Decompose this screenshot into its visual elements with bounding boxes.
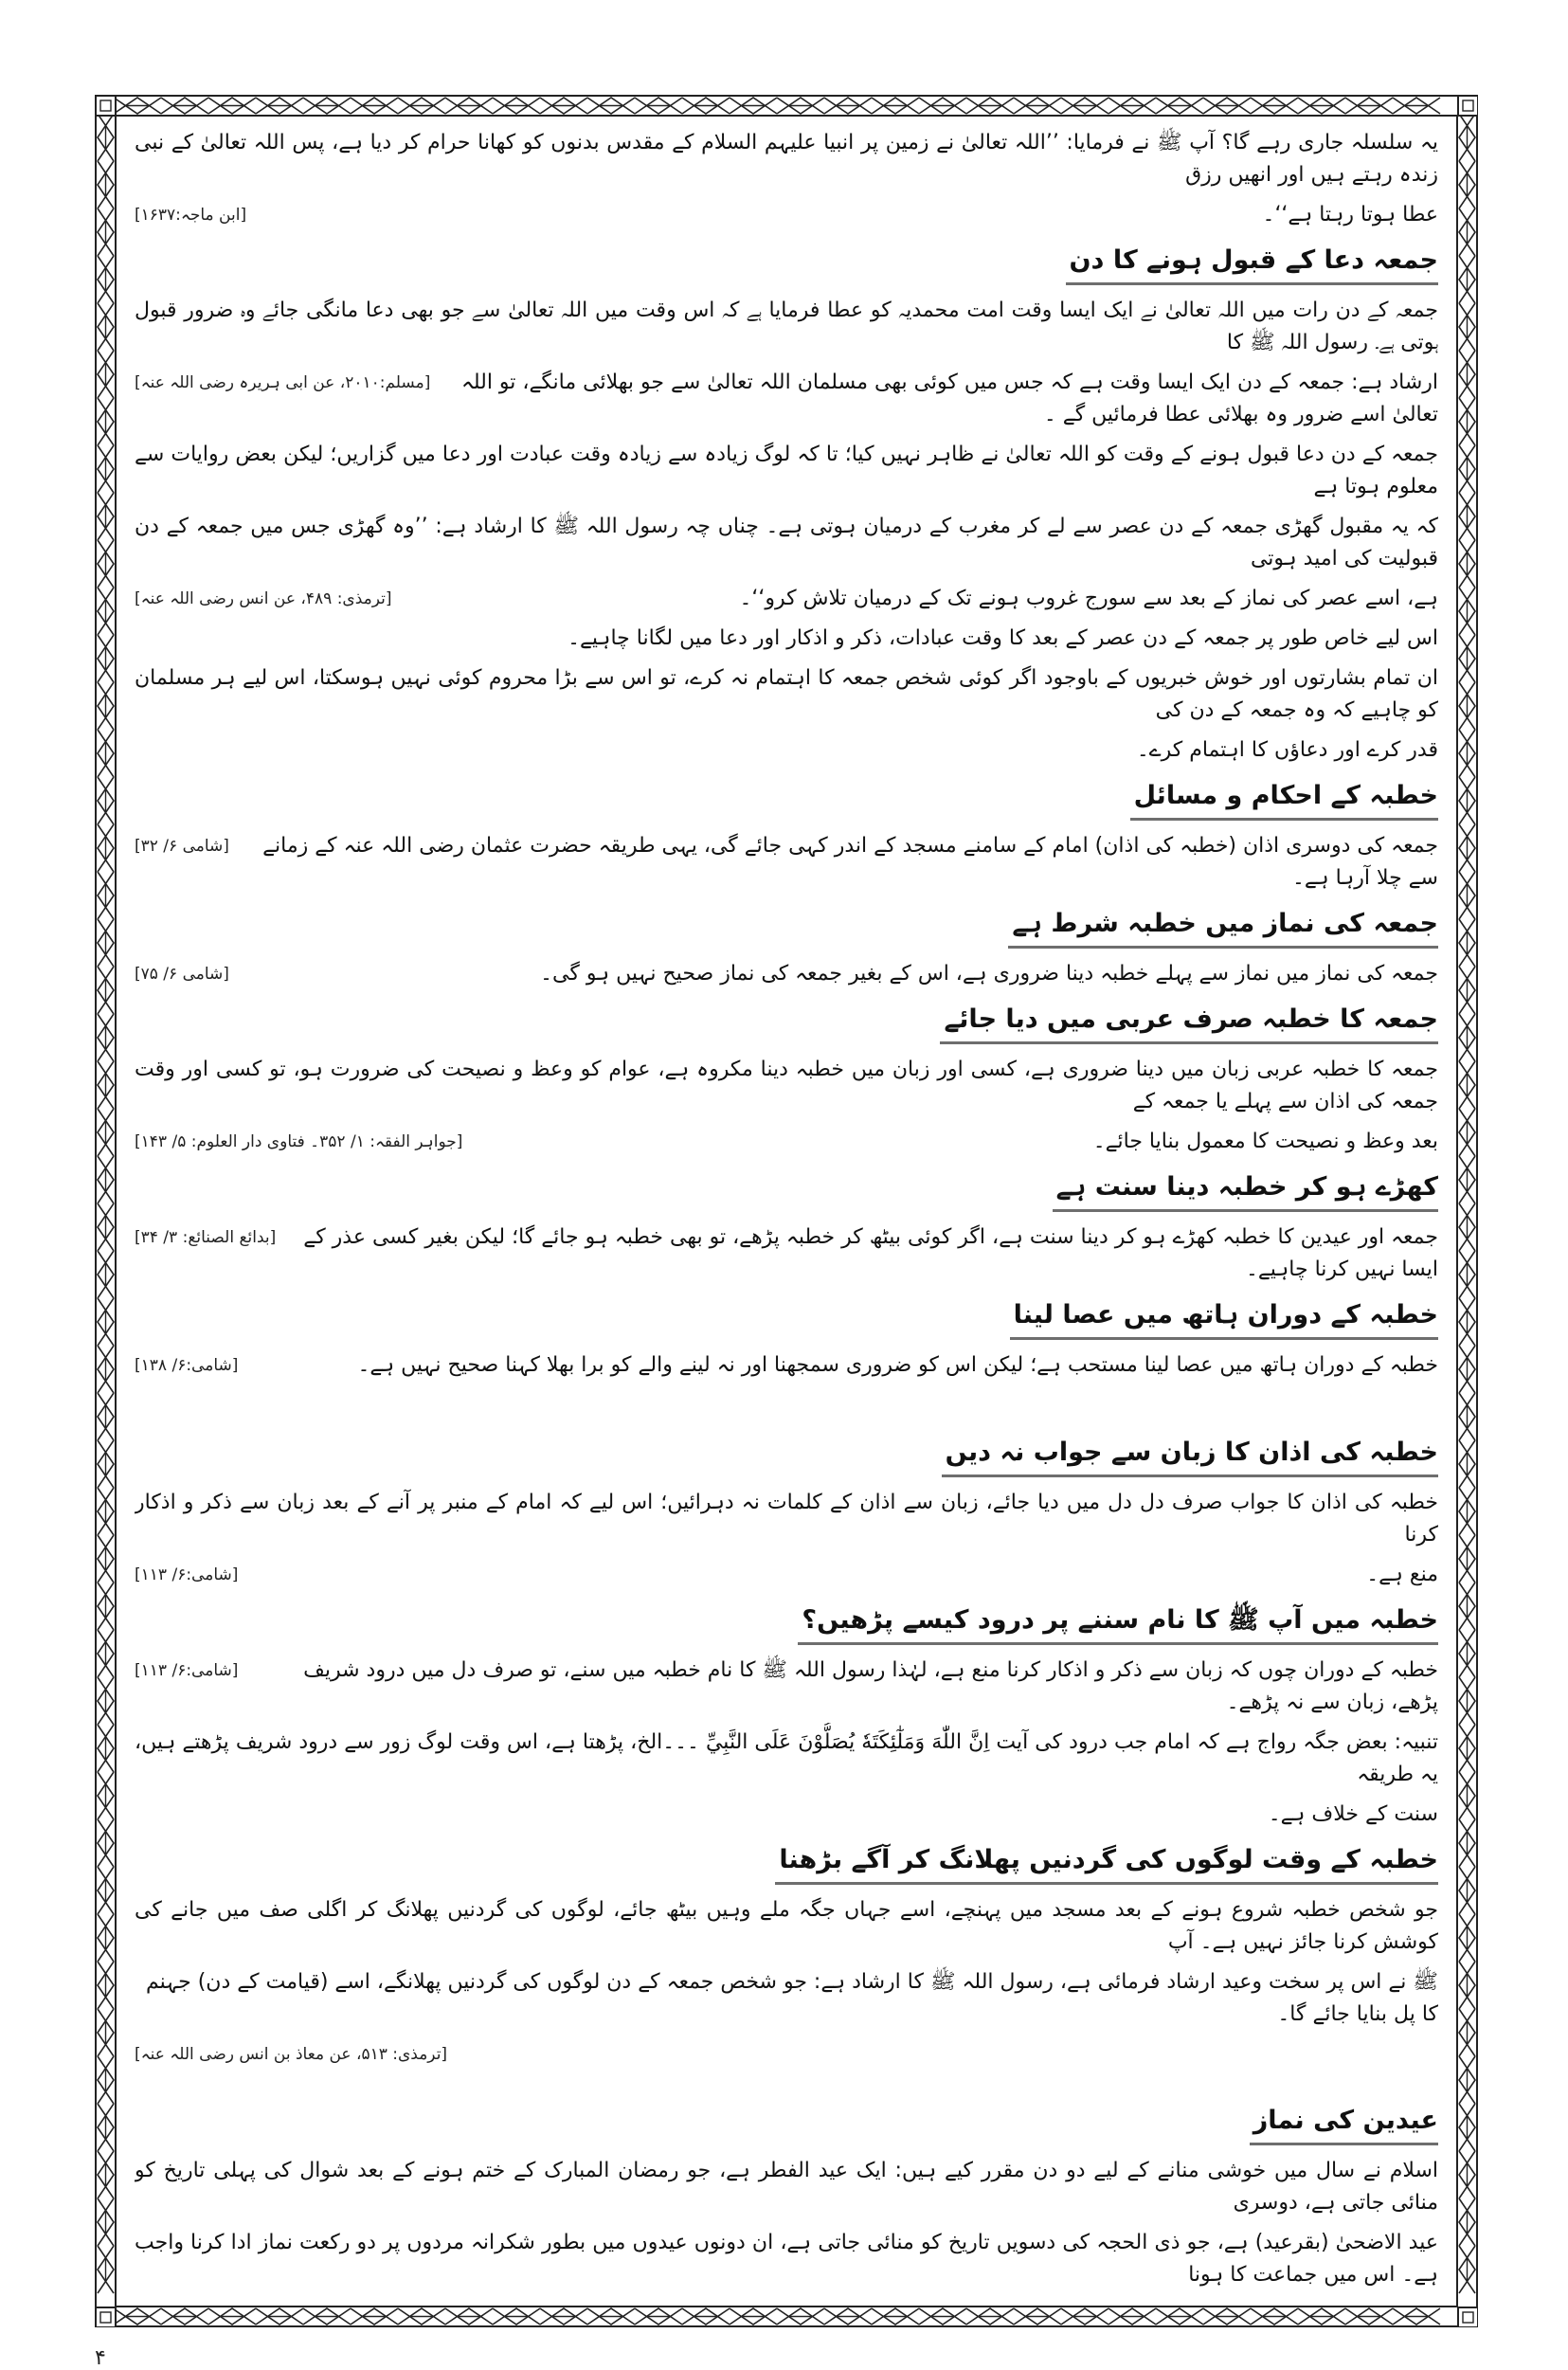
spacer xyxy=(135,1385,1438,1427)
line-text: تنبیہ: بعض جگہ رواج ہے کہ امام جب درود کی آیت اِنَّ اللّٰهَ وَمَلٰٓئِكَتَهٗ يُصَلُّوْنَ عَلَى النَّبِيِّ ۔۔۔الخ، پڑھتا ہے، اس وقت لوگ زور سے درود شریف پڑھتے ہیں، یہ طریقہ xyxy=(135,1730,1438,1786)
reference-citation: [بدائع الصنائع: ۳/ ۳۴] xyxy=(135,1228,277,1247)
section-heading-row xyxy=(135,1290,1438,1346)
section-heading-row xyxy=(135,1427,1438,1483)
paragraph-line xyxy=(135,1723,1438,1795)
paragraph-line xyxy=(135,731,1438,770)
line-text: جو شخص خطبہ شروع ہونے کے بعد مسجد میں پہنچے، اسے جہاں جگہ ملے وہیں بیٹھ جائے، لوگوں کی گردنیں پھلانگ کر اگلی صف میں جانے کی کوشش کرنا جائز نہیں ہے۔ آپ xyxy=(135,1898,1438,1954)
paragraph-line xyxy=(135,1050,1438,1122)
section-heading: خطبہ کی اذان کا زبان سے جواب نہ دیں xyxy=(942,1435,1438,1477)
paragraph-line xyxy=(135,1891,1438,1963)
line-text: اسلام نے سال میں خوشی منانے کے لیے دو دن مقرر کیے ہیں: ایک عید الفطر ہے، جو رمضان المبارک کے ختم ہونے کے بعد شوال کی پہلی تاریخ کو منائی جاتی ہے، دوسری xyxy=(135,2159,1438,2215)
reference-citation: [شامی:۶/ ۱۱۳] xyxy=(135,1661,239,1680)
line-text: سنت کے خلاف ہے۔ xyxy=(1268,1802,1438,1826)
line-text: ان تمام بشارتوں اور خوش خبریوں کے باوجود اگر کوئی شخص جمعہ کا اہتمام نہ کرے، تو اس سے بڑا محروم کوئی نہیں ہوسکتا، اس لیے ہر مسلمان کو چاہیے کہ وہ جمعہ کے دن کی xyxy=(135,666,1438,722)
line-text: یہ سلسلہ جاری رہے گا؟ آپ ﷺ نے فرمایا: ’’اللہ تعالیٰ نے زمین پر انبیا علیہم السلام کے مقدس بدنوں کو کھانا حرام کر دیا ہے، پس اللہ تعالیٰ کے نبی زندہ رہتے ہیں اور انھیں رزق xyxy=(135,131,1438,187)
paragraph-line xyxy=(135,2151,1438,2223)
section-heading: جمعہ دعا کے قبول ہونے کا دن xyxy=(1066,243,1438,285)
reference-citation: [ترمذی: ۵۱۳، عن معاذ بن انس رضی اللہ عنہ] xyxy=(135,2045,448,2064)
section-heading: عیدین کی نماز xyxy=(1250,2103,1438,2145)
paragraph-line xyxy=(135,2035,1438,2074)
line-text: خطبہ کے دوران چوں کہ زبان سے ذکر و اذکار کرنا منع ہے، لہٰذا رسول اللہ ﷺ کا نام خطبہ میں سنے، تو صرف دل میں درود شریف پڑھے، زبان سے نہ پڑھے۔ xyxy=(303,1658,1438,1714)
section-heading-row xyxy=(135,1162,1438,1218)
paragraph-line xyxy=(135,507,1438,579)
paragraph-line xyxy=(135,659,1438,731)
line-text: ہے، اسے عصر کی نماز کے بعد سے سورج غروب ہونے تک کے درمیان تلاش کرو‘‘۔ xyxy=(739,587,1438,610)
reference-citation: [ابن ماجہ:۱۶۳۷] xyxy=(135,206,247,225)
line-text: عطا ہوتا رہتا ہے‘‘۔ xyxy=(1262,203,1438,226)
section-heading: کھڑے ہو کر خطبہ دینا سنت ہے xyxy=(1053,1169,1438,1212)
paragraph-line xyxy=(135,1218,1438,1290)
reference-citation: [شامی ۶/ ۷۵] xyxy=(135,965,229,984)
paragraph-line xyxy=(135,1483,1438,1555)
line-text: قدر کرے اور دعاؤں کا اہتمام کرے۔ xyxy=(1136,738,1438,762)
section-heading-row xyxy=(135,1595,1438,1651)
line-text: ﷺ نے اس پر سخت وعید ارشاد فرمائی ہے، رسول اللہ ﷺ کا ارشاد ہے: جو شخص جمعہ کے دن لوگوں کی گردنیں پھلانگے، اسے (قیامت کے دن) جہنم کا پل بنایا جائے گا۔ xyxy=(145,1970,1438,2026)
paragraph-line xyxy=(135,1122,1438,1162)
section-heading-row xyxy=(135,770,1438,826)
line-text: جمعہ کے دن رات میں اللہ تعالیٰ نے ایک ایسا وقت امت محمدیہ کو عطا فرمایا ہے کہ اس وقت میں اللہ تعالیٰ سے جو بھی دعا مانگی جائے وہ ضرور قبول ہوتی ہے۔ رسول اللہ ﷺ کا xyxy=(135,299,1438,354)
line-text: جمعہ کا خطبہ عربی زبان میں دینا ضروری ہے، کسی اور زبان میں خطبہ دینا مکروہ ہے، عوام کو وعظ و نصیحت کی ضرورت ہو، تو کسی اور وقت جمعہ کی اذان سے پہلے یا جمعہ کے xyxy=(135,1058,1438,1113)
section-heading-row xyxy=(135,898,1438,954)
section-heading: خطبہ کے وقت لوگوں کی گردنیں پھلانگ کر آگے بڑھنا xyxy=(775,1842,1438,1885)
line-text: خطبہ کے دوران ہاتھ میں عصا لینا مستحب ہے؛ لیکن اس کو ضروری سمجھنا اور نہ لینے والے کو برا بھلا کہنا صحیح نہیں ہے۔ xyxy=(357,1353,1438,1377)
section-heading: خطبہ کے دوران ہاتھ میں عصا لینا xyxy=(1010,1297,1438,1340)
line-text: ارشاد ہے: جمعہ کے دن ایک ایسا وقت ہے کہ جس میں کوئی بھی مسلمان اللہ تعالیٰ سے جو بھلائی مانگے، تو اللہ تعالیٰ اسے ضرور وہ بھلائی عطا فرمائیں گے ۔ xyxy=(460,371,1438,426)
paragraph-line xyxy=(135,1963,1438,2035)
line-text: کہ یہ مقبول گھڑی جمعہ کے دن عصر سے لے کر مغرب کے درمیان ہوتی ہے۔ چناں چہ رسول اللہ ﷺ کا ارشاد ہے: ’’وہ گھڑی جس میں جمعہ کے دن قبولیت کی امید ہوتی xyxy=(135,515,1438,570)
line-text: جمعہ اور عیدین کا خطبہ کھڑے ہو کر دینا سنت ہے، اگر کوئی بیٹھ کر خطبہ پڑھے، تو بھی خطبہ ہو جائے گا؛ لیکن بغیر کسی عذر کے ایسا نہیں کرنا چاہیے۔ xyxy=(303,1225,1438,1281)
paragraph-line xyxy=(135,1346,1438,1385)
page-number: ۴ xyxy=(95,2346,106,2370)
section-heading-row xyxy=(135,994,1438,1050)
paragraph-line xyxy=(135,1795,1438,1835)
section-heading: جمعہ کی نماز میں خطبہ شرط ہے xyxy=(1008,906,1438,949)
spacer xyxy=(135,2074,1438,2095)
reference-citation: [مسلم:۲۰۱۰، عن ابی ہریرہ رضی اللہ عنہ] xyxy=(135,373,431,392)
paragraph-line xyxy=(135,2223,1438,2295)
section-heading-row xyxy=(135,1835,1438,1891)
section-heading: خطبہ کے احکام و مسائل xyxy=(1130,778,1438,821)
reference-citation: [شامی ۶/ ۳۲] xyxy=(135,837,229,856)
section-heading: خطبہ میں آپ ﷺ کا نام سننے پر درود کیسے پڑھیں؟ xyxy=(798,1602,1438,1645)
paragraph-line xyxy=(135,291,1438,363)
reference-citation: [ترمذی: ۴۸۹، عن انس رضی اللہ عنہ] xyxy=(135,589,392,608)
line-text: جمعہ کی دوسری اذان (خطبہ کی اذان) امام کے سامنے مسجد کے اندر کہی جائے گی، یہی طریقہ حضرت عثمان رضی اللہ عنہ کے زمانے سے چلا آرہا ہے۔ xyxy=(262,834,1438,890)
page-content xyxy=(135,123,1438,2295)
paragraph-line xyxy=(135,826,1438,898)
paragraph-line xyxy=(135,363,1438,435)
line-text: عید الاضحیٰ (بقرعید) ہے، جو ذی الحجہ کی دسویں تاریخ کو منائی جاتی ہے، ان دونوں عیدوں میں بطور شکرانہ مردوں پر دو رکعت نماز ادا کرنا واجب ہے۔ اس میں جماعت کا ہونا xyxy=(135,2231,1438,2287)
paragraph-line xyxy=(135,954,1438,994)
paragraph-line xyxy=(135,1555,1438,1595)
ornamental-border xyxy=(95,95,1478,2327)
line-text: بعد وعظ و نصیحت کا معمول بنایا جائے۔ xyxy=(1092,1130,1438,1153)
paragraph-line xyxy=(135,579,1438,619)
section-heading: جمعہ کا خطبہ صرف عربی میں دیا جائے xyxy=(940,1002,1438,1044)
section-heading-row xyxy=(135,235,1438,291)
paragraph-line xyxy=(135,435,1438,507)
paragraph-line xyxy=(135,195,1438,235)
paragraph-line xyxy=(135,123,1438,195)
paragraph-line xyxy=(135,1651,1438,1723)
reference-citation: [شامی:۶/ ۱۱۳] xyxy=(135,1565,239,1584)
section-heading-row xyxy=(135,2095,1438,2151)
line-text: جمعہ کی نماز میں نماز سے پہلے خطبہ دینا ضروری ہے، اس کے بغیر جمعہ کی نماز صحیح نہیں ہو گی۔ xyxy=(540,962,1438,986)
line-text: اس لیے خاص طور پر جمعہ کے دن عصر کے بعد کا وقت عبادات، ذکر و اذکار اور دعا میں لگانا چاہیے۔ xyxy=(568,626,1438,650)
reference-citation: [جواہر الفقہ: ۱/ ۳۵۲۔ فتاوی دار العلوم: ۵/ ۱۴۳] xyxy=(135,1132,463,1151)
paragraph-line xyxy=(135,619,1438,659)
line-text: منع ہے۔ xyxy=(1366,1563,1438,1586)
line-text: جمعہ کے دن دعا قبول ہونے کے وقت کو اللہ تعالیٰ نے ظاہر نہیں کیا؛ تا کہ لوگ زیادہ سے زیادہ وقت عبادت اور دعا میں گزاریں؛ لیکن بعض روایات سے معلوم ہوتا ہے xyxy=(135,443,1438,498)
line-text: خطبہ کی اذان کا جواب صرف دل دل میں دیا جائے، زبان سے اذان کے کلمات نہ دہرائیں؛ اس لیے کہ امام کے منبر پر آنے کے بعد زبان سے ذکر و اذکار کرنا xyxy=(135,1491,1438,1547)
reference-citation: [شامی:۶/ ۱۳۸] xyxy=(135,1356,239,1375)
